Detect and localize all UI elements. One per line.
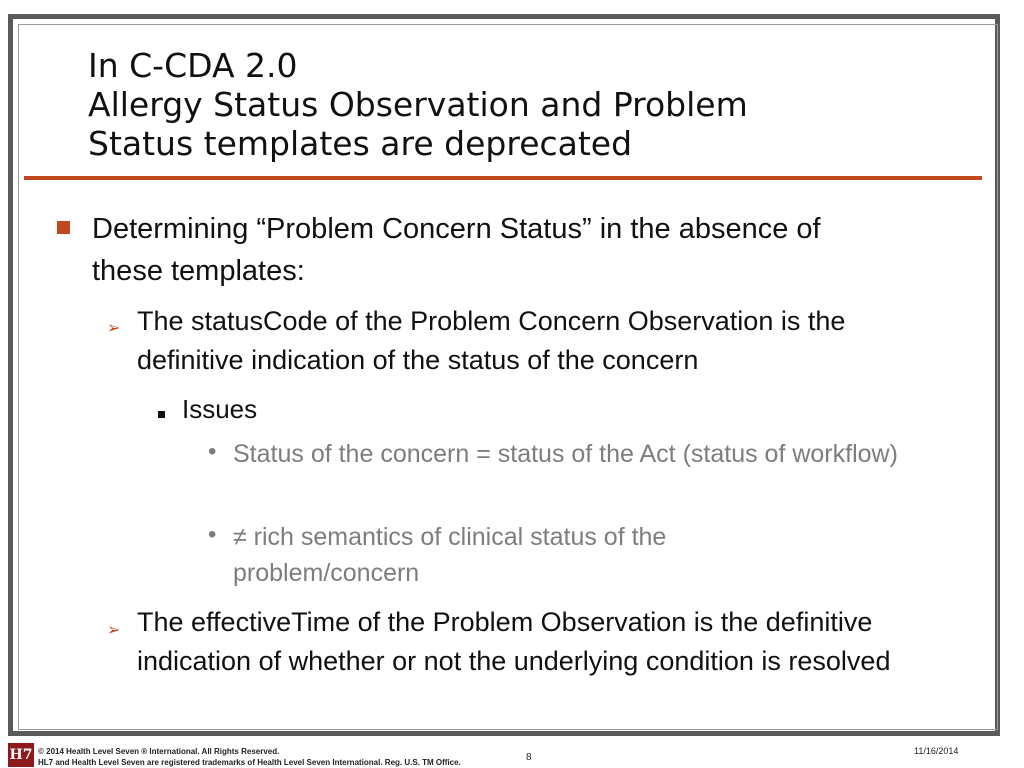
bullet-level2-status-code: The statusCode of the Problem Concern Observation is the definitive indication of the status of the concern: [137, 306, 846, 375]
small-square-bullet-icon: [158, 411, 165, 418]
square-bullet-icon: [57, 221, 70, 234]
hl7-logo: H7: [8, 743, 34, 767]
bullet-level4-rich-semantics: ≠ rich semantics of clinical status of the problem/concern: [233, 523, 667, 587]
copyright-line-2: HL7 and Health Level Seven are registered trademarks of Health Level Seven International. Reg. U.S. TM Office.: [38, 758, 461, 767]
dot-bullet-icon: •: [208, 521, 217, 548]
title-underline: [24, 176, 982, 180]
title-line-1: In C-CDA 2.0: [88, 46, 298, 85]
bullet-level2-effective-time: The effectiveTime of the Problem Observation is the definitive indication of whether or not the underlying condition is resolved: [137, 607, 891, 676]
arrow-bullet-icon: ➢: [107, 320, 121, 337]
copyright-line-1: © 2014 Health Level Seven ® International. All Rights Reserved.: [38, 747, 280, 756]
slide-date: 11/16/2014: [914, 746, 959, 756]
arrow-bullet-icon: ➢: [107, 622, 121, 639]
bullet-level1: Determining “Problem Concern Status” in the absence of these templates:: [92, 213, 821, 287]
footer-copyright: [38, 746, 461, 768]
title-line-3: Status templates are deprecated: [88, 124, 633, 163]
bullet-level4-status-act: Status of the concern = status of the Act (status of workflow): [233, 440, 898, 468]
dot-bullet-icon: •: [208, 438, 217, 465]
title-line-2: Allergy Status Observation and Problem: [88, 85, 748, 124]
page-number: 8: [526, 752, 532, 763]
slide-title: [88, 46, 968, 163]
bullet-level3-issues: Issues: [182, 394, 258, 424]
